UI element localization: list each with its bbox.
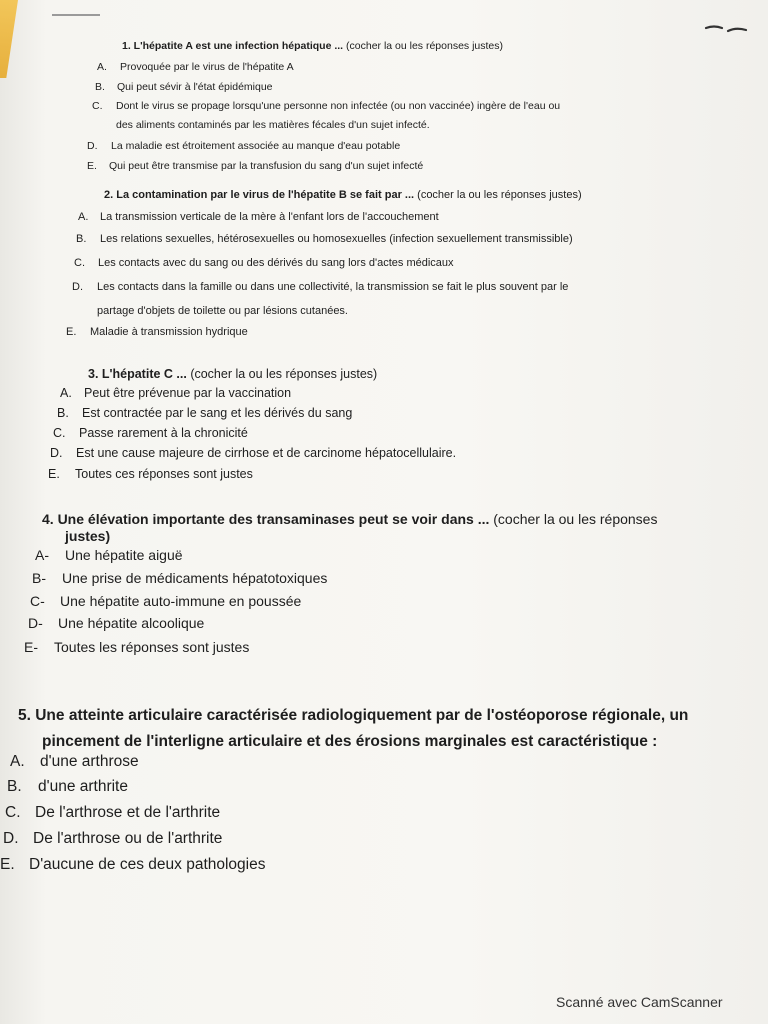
option-text: Une hépatite alcoolique [58, 615, 205, 631]
question-4-option-e[interactable] [24, 639, 249, 655]
option-text: De l'arthrose ou de l'arthrite [33, 830, 223, 847]
paper-edge-mark [0, 0, 18, 78]
question-1-option-c[interactable] [92, 100, 560, 112]
option-letter: E. [0, 856, 15, 873]
option-letter: E. [87, 160, 97, 172]
question-4-option-d[interactable] [28, 615, 204, 631]
option-text: Qui peut sévir à l'état épidémique [117, 81, 273, 93]
question-3-title-text: 3. L'hépatite C ... [88, 367, 187, 381]
option-letter: A. [78, 211, 89, 223]
question-5-title-continuation [42, 733, 657, 751]
question-4-title [42, 511, 657, 527]
pen-scribble-icon [704, 22, 748, 36]
question-1-option-d[interactable] [87, 140, 400, 152]
question-4-title-text: 4. Une élévation importante des transaminases peut se voir dans ... [42, 511, 490, 527]
option-text: Dont le virus se propage lorsqu'une personne non infectée (ou non vaccinée) ingère de l'eau ou [116, 100, 561, 112]
option-text: La transmission verticale de la mère à l'enfant lors de l'accouchement [100, 211, 439, 223]
option-text: Maladie à transmission hydrique [90, 326, 248, 338]
option-text: Les contacts dans la famille ou dans une collectivité, la transmission se fait le plus souvent par le [97, 281, 569, 293]
option-letter: D- [28, 615, 43, 631]
question-1-title-text: 1. L'hépatite A est une infection hépatique ... [122, 40, 344, 52]
option-letter: A- [35, 547, 49, 563]
option-text: Est une cause majeure de cirrhose et de carcinome hépatocellulaire. [76, 446, 457, 460]
question-5-option-e[interactable] [0, 856, 266, 874]
question-5-option-d[interactable] [3, 830, 222, 848]
question-4-option-a[interactable] [35, 547, 183, 563]
question-5-title-continuation-text: pincement de l'interligne articulaire et des érosions marginales est caractéristique : [42, 733, 658, 750]
option-text: d'une arthrose [40, 753, 139, 770]
option-letter: B. [57, 406, 69, 420]
option-letter: B. [76, 233, 87, 245]
option-text: De l'arthrose et de l'arthrite [35, 804, 221, 821]
option-letter: E. [66, 326, 77, 338]
option-letter: A. [97, 61, 107, 73]
question-1-option-a[interactable] [97, 61, 294, 73]
question-5-option-c[interactable] [5, 804, 220, 822]
question-2-option-d-continuation: partage d'objets de toilette ou par lésions cutanées. [97, 305, 348, 317]
option-letter: A. [10, 753, 25, 770]
question-2-option-b[interactable] [76, 233, 573, 245]
question-1-option-b[interactable] [95, 81, 273, 93]
option-text: Les contacts avec du sang ou des dérivés du sang lors d'actes médicaux [98, 257, 454, 269]
option-text: Peut être prévenue par la vaccination [84, 386, 292, 400]
question-2-option-d[interactable] [72, 281, 568, 293]
question-2-option-c[interactable] [74, 257, 454, 269]
option-letter: D. [3, 830, 19, 847]
question-5-option-b[interactable] [7, 778, 128, 796]
question-5-title-text: 5. Une atteinte articulaire caractérisée radiologiquement par de l'ostéoporose régionale, un [18, 707, 689, 724]
question-3-hint: (cocher la ou les réponses justes) [190, 367, 378, 381]
option-letter: C. [92, 100, 103, 112]
option-letter: C. [5, 804, 21, 821]
question-2-title [104, 189, 582, 201]
question-3-title [88, 367, 377, 381]
option-letter: B- [32, 570, 46, 586]
option-letter: B. [95, 81, 105, 93]
option-text: Toutes ces réponses sont justes [75, 467, 253, 481]
option-text: Passe rarement à la chronicité [79, 426, 248, 440]
camscanner-watermark: Scanné avec CamScanner [556, 994, 723, 1010]
option-text: Toutes les réponses sont justes [54, 639, 250, 655]
option-text: Une prise de médicaments hépatotoxiques [62, 570, 328, 586]
option-text: Provoquée par le virus de l'hépatite A [120, 61, 294, 73]
option-letter: A. [60, 386, 72, 400]
option-letter: C. [74, 257, 85, 269]
option-letter: E- [24, 639, 38, 655]
option-text: Qui peut être transmise par la transfusion du sang d'un sujet infecté [109, 160, 424, 172]
question-4-hint-continuation [65, 528, 110, 544]
question-4-hint: (cocher la ou les réponses [493, 511, 658, 527]
option-letter: C- [30, 593, 45, 609]
question-4-option-b[interactable] [32, 570, 327, 586]
option-letter: C. [53, 426, 66, 440]
question-3-option-c[interactable] [53, 426, 248, 440]
question-4-option-c[interactable] [30, 593, 301, 609]
question-1-title [122, 40, 503, 52]
question-1-option-c-continuation: des aliments contaminés par les matières fécales d'un sujet infecté. [116, 119, 430, 131]
question-3-option-d[interactable] [50, 446, 456, 460]
question-5-title [18, 707, 688, 725]
option-text: Une hépatite aiguë [65, 547, 183, 563]
option-text: La maladie est étroitement associée au manque d'eau potable [111, 140, 401, 152]
option-letter: B. [7, 778, 22, 795]
question-2-option-e[interactable] [66, 326, 248, 338]
option-letter: E. [48, 467, 60, 481]
question-1-option-e[interactable] [87, 160, 423, 172]
question-5-option-a[interactable] [10, 753, 139, 771]
option-letter: D. [87, 140, 98, 152]
option-text: Est contractée par le sang et les dérivés du sang [82, 406, 353, 420]
option-letter: D. [50, 446, 63, 460]
option-text: D'aucune de ces deux pathologies [29, 856, 266, 873]
top-dash-mark [52, 14, 100, 16]
question-2-hint: (cocher la ou les réponses justes) [417, 189, 582, 201]
option-letter: D. [72, 281, 83, 293]
option-text: Une hépatite auto-immune en poussée [60, 593, 302, 609]
question-2-title-text: 2. La contamination par le virus de l'hépatite B se fait par ... [104, 189, 415, 201]
question-1-hint: (cocher la ou les réponses justes) [346, 40, 504, 52]
question-4-hint-continuation-text: justes) [65, 528, 111, 544]
option-text: Les relations sexuelles, hétérosexuelles ou homosexuelles (infection sexuellement transmissible) [100, 233, 573, 245]
question-3-option-a[interactable] [60, 386, 291, 400]
option-text: d'une arthrite [38, 778, 128, 795]
question-3-option-b[interactable] [57, 406, 352, 420]
question-2-option-a[interactable] [78, 211, 439, 223]
question-3-option-e[interactable] [48, 467, 253, 481]
